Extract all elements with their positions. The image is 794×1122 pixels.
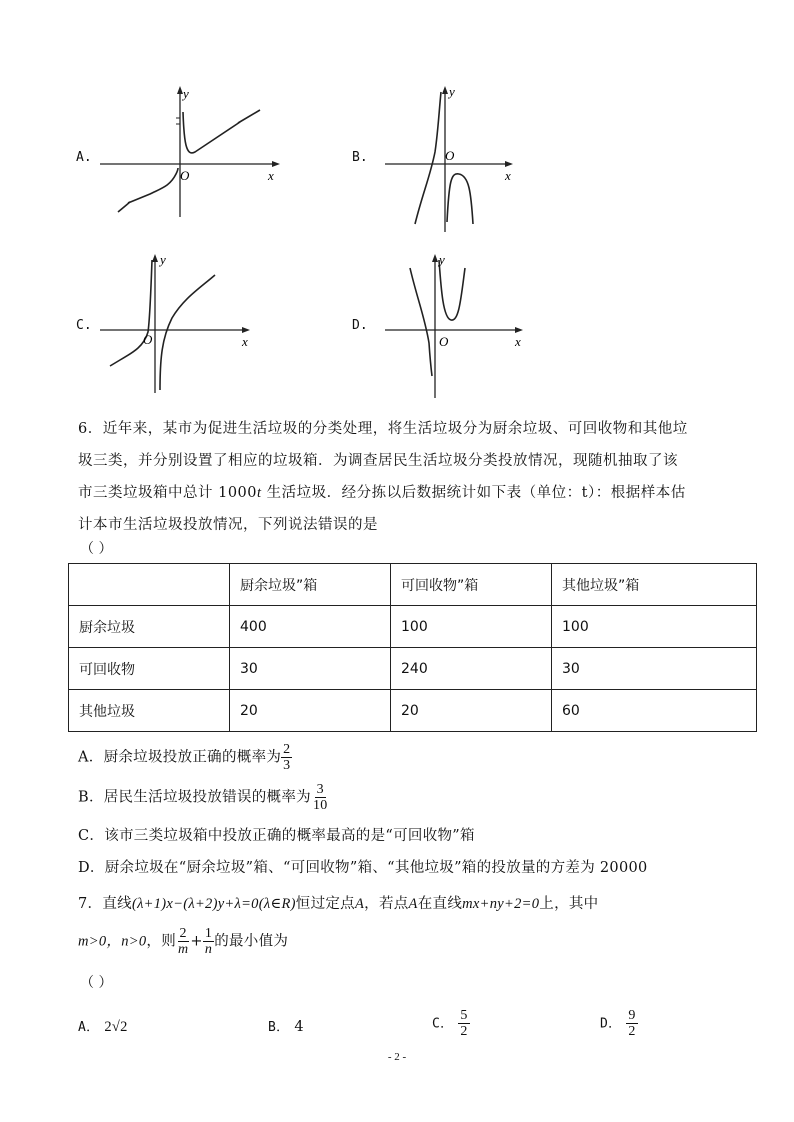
option-d-label: D. (352, 318, 368, 333)
graph-b-svg (375, 82, 525, 232)
table-cell: 厨余垃圾 (69, 606, 230, 648)
table-cell: 其他垃圾”箱 (552, 564, 757, 606)
table-cell: 其他垃圾 (69, 690, 230, 732)
option-c-label: C. (76, 318, 92, 333)
graph-c-curve-left (110, 260, 152, 366)
table-cell: 20 (391, 690, 552, 732)
fraction: $\frac{3}{10}$ (312, 782, 328, 813)
graph-d-curve-left (410, 268, 432, 376)
graph-a-x-label: x (268, 168, 274, 183)
graph-d-x-label: x (515, 334, 521, 349)
q6-choice-d: D．厨余垃圾在“厨余垃圾”箱、“可回收物”箱、“其他垃圾”箱的投放量的方差为 20000 (78, 860, 648, 876)
graph-a-origin-label: O (180, 168, 190, 183)
q7-option-a: A． 2√2 (78, 1019, 128, 1035)
table-row (69, 690, 757, 732)
graph-d-svg (375, 248, 535, 398)
page-number: - 2 - (387, 1051, 407, 1063)
graph-c-svg (100, 248, 260, 398)
graph-b-curve-left (415, 92, 441, 224)
graph-d-curve-right (439, 260, 465, 320)
graph-d (375, 248, 535, 398)
fraction: $\frac{1}{n}$ (204, 926, 213, 957)
graph-a-x-arrow (272, 161, 280, 167)
graph-a-svg (100, 82, 290, 222)
graph-b-x-label: x (505, 168, 511, 183)
table-cell: 240 (391, 648, 552, 690)
table-cell: 100 (552, 606, 757, 648)
q7-option-b: B． 4 (268, 1019, 304, 1035)
graph-b-y-arrow (442, 86, 448, 94)
q7-stem-line-1: 7．直线(λ+1)x−(λ+2)y+λ=0(λ∈R)恒过定点A，若点A在直线mx+ny+2=0上，其中 (78, 896, 599, 912)
table-cell: 20 (230, 690, 391, 732)
graph-b-x-arrow (505, 161, 513, 167)
q6-choice-a: A．厨余垃圾投放正确的概率为 $\frac{2}{3}$ (78, 742, 291, 773)
q6-line-1: 6．近年来，某市为促进生活垃圾的分类处理，将生活垃圾分为厨余垃圾、可回收物和其他垃 (78, 421, 688, 437)
table-cell: 60 (552, 690, 757, 732)
table-cell: 400 (230, 606, 391, 648)
option-b-label: B. (352, 150, 368, 165)
q6-line-2: 圾三类，并分别设置了相应的垃圾箱．为调查居民生活垃圾分类投放情况，现随机抽取了该 (78, 453, 678, 469)
q7-option-c: C． $\frac{5}{2}$ (432, 1008, 468, 1039)
table-row (69, 648, 757, 690)
table-cell: 30 (230, 648, 391, 690)
fraction: $\frac{2}{3}$ (283, 742, 291, 773)
table-header-row (69, 564, 757, 606)
graph-c-origin-label: O (143, 332, 153, 347)
graph-a-curve-left (118, 168, 178, 212)
q6-stem (78, 413, 738, 541)
q7-stem-line-2: m>0，n>0，则 $\frac{2}{m}$ + $\frac{1}{n}$ 的最小值为 (78, 926, 289, 957)
q6-answer-paren: （ ） (80, 541, 113, 557)
graph-b (375, 82, 525, 232)
graph-c (100, 248, 260, 398)
graph-d-x-arrow (515, 327, 523, 333)
table-cell: 100 (391, 606, 552, 648)
fraction: $\frac{2}{m}$ (178, 926, 189, 957)
q7-answer-paren: （ ） (80, 975, 113, 991)
table-cell: 可回收物”箱 (391, 564, 552, 606)
graph-c-y-arrow (152, 254, 158, 262)
graph-c-x-label: x (242, 334, 248, 349)
graph-c-curve-right (160, 275, 215, 390)
graph-b-curve-right (447, 174, 473, 224)
fraction: $\frac{5}{2}$ (460, 1008, 468, 1039)
table-row (69, 606, 757, 648)
graph-d-origin-label: O (439, 334, 449, 349)
q6-line-3: 市三类垃圾箱中总计 1000t 生活垃圾．经分拣以后数据统计如下表（单位：t）：根据样本估 (78, 485, 686, 501)
graph-d-y-arrow (432, 254, 438, 262)
table-cell: 厨余垃圾”箱 (230, 564, 391, 606)
q7-option-d: D． $\frac{9}{2}$ (600, 1008, 636, 1039)
graph-c-y-label: y (160, 252, 166, 267)
table-cell: 可回收物 (69, 648, 230, 690)
graph-c-x-arrow (242, 327, 250, 333)
q6-data-table (68, 563, 757, 732)
graph-a-y-label: y (183, 86, 189, 101)
table-cell (69, 564, 230, 606)
graph-b-y-label: y (449, 84, 455, 99)
table-cell: 30 (552, 648, 757, 690)
graph-a-curve-right (183, 110, 260, 153)
option-a-label: A. (76, 150, 92, 165)
q6-line-4: 计本市生活垃圾投放情况，下列说法错误的是 (78, 517, 378, 533)
graph-b-origin-label: O (445, 148, 455, 163)
graph-a (100, 82, 290, 222)
fraction: $\frac{9}{2}$ (628, 1008, 636, 1039)
q6-choice-c: C．该市三类垃圾箱中投放正确的概率最高的是“可回收物”箱 (78, 828, 475, 844)
graph-d-y-label: y (439, 252, 445, 267)
q6-choice-b: B．居民生活垃圾投放错误的概率为 $\frac{3}{10}$ (78, 782, 328, 813)
